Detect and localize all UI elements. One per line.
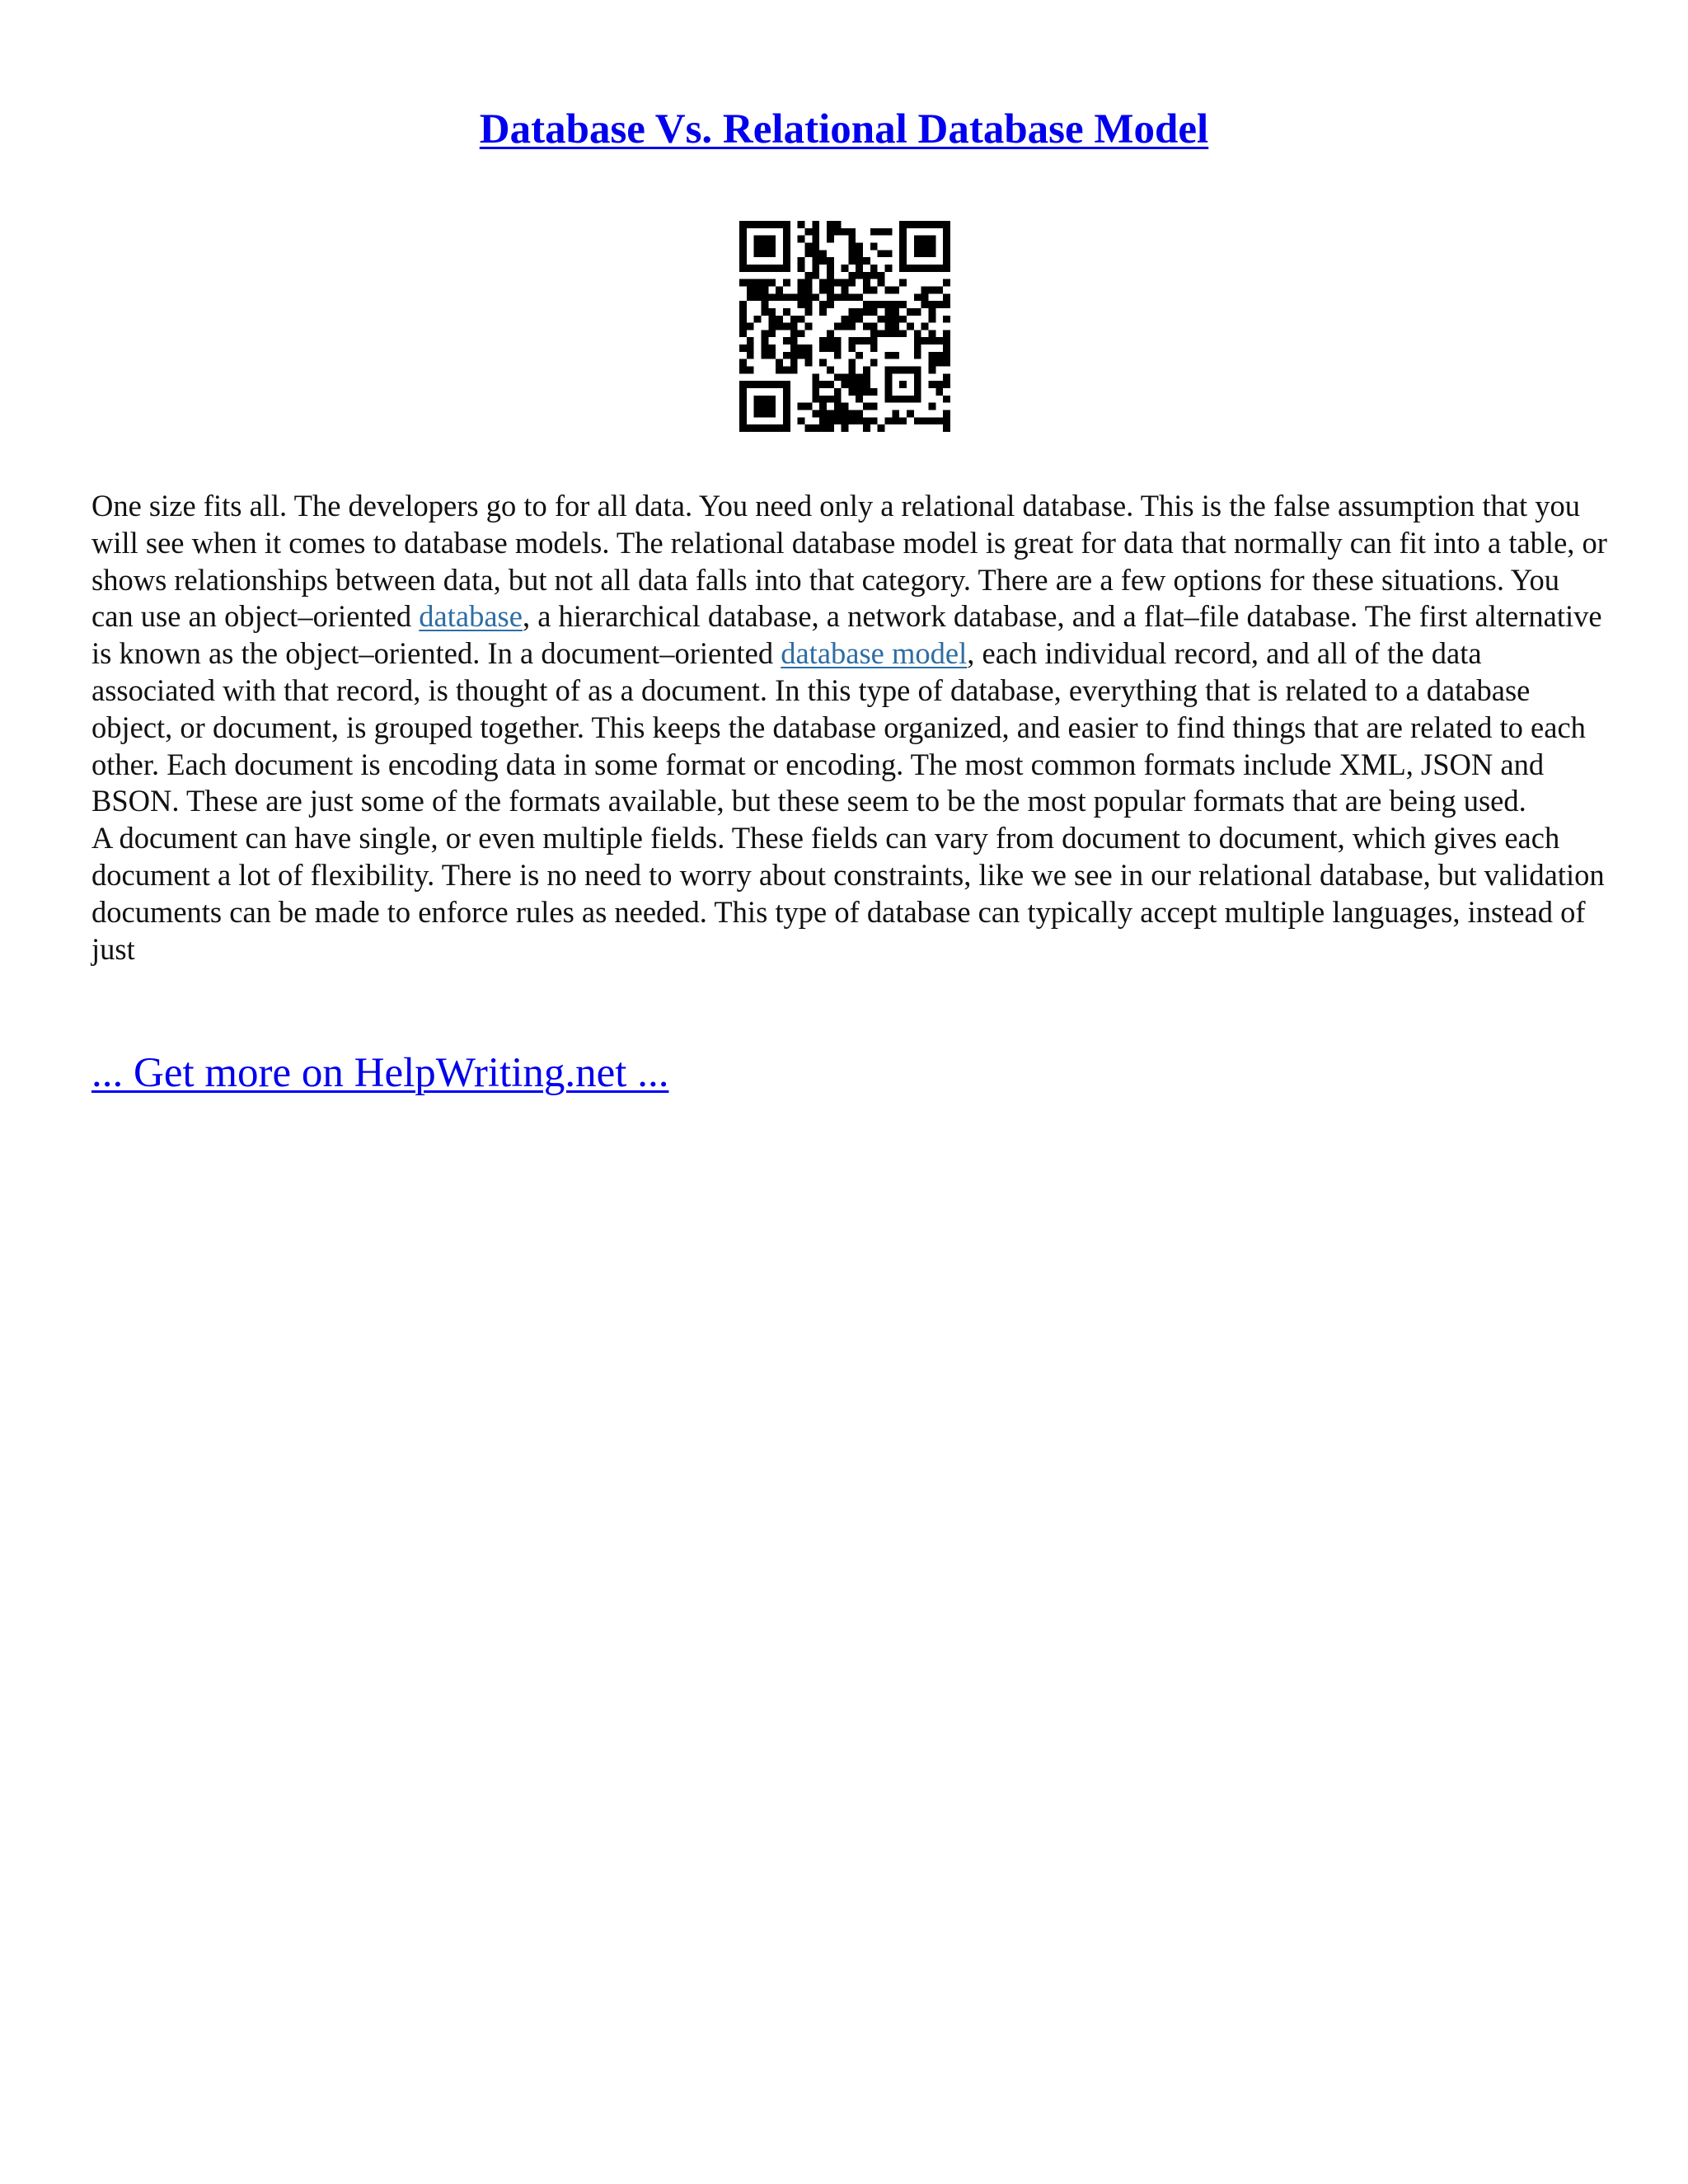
paragraph-2: A document can have single, or even multiple fields. These fields can vary from document to document, which gives each document a lot of flexibility. There is no need to worry about constraints, like we see in our relational database, but validation documents can be made to enforce rules as needed. This type of database can typically accept multiple languages, instead of just <box>91 821 1605 966</box>
more-link-container <box>91 1048 668 1099</box>
article-body <box>91 488 1608 968</box>
qr-code-icon <box>739 221 950 432</box>
database-model-link[interactable]: database model <box>781 636 968 671</box>
paragraph-1-text-b: , a hierarchical database, a network database, and a flat–file database. The first alternative is known as the object–oriented. In a document–oriented <box>91 599 1602 671</box>
paragraph-1-text-c: , each individual record, and all of the data associated with that record, is thought of as a document. In this type of database, everything that is related to a database object, or document, is grouped together. This keeps the database organized, and easier to find things that are related to each other. Each document is encoding data in some format or encoding. The most common formats include XML, JSON and BSON. These are just some of the formats available, but these seem to be the most popular formats that are being used. <box>91 636 1586 818</box>
paragraph-1 <box>91 488 1608 820</box>
qr-code-graphic <box>739 221 950 432</box>
title-container <box>0 105 1688 154</box>
get-more-link[interactable]: ... Get more on HelpWriting.net ... <box>91 1050 669 1096</box>
paragraph-1-text-a: One size fits all. The developers go to for all data. You need only a relational database. This is the false assumption that you will see when it comes to database models. The relational database model is great for data that normally can fit into a table, or shows relationships between data, but not all data falls into that category. There are a few options for these situations. You can use an object–oriented <box>91 489 1607 634</box>
page-title-link[interactable]: Database Vs. Relational Database Model <box>479 106 1209 152</box>
database-link[interactable]: database <box>419 599 523 634</box>
